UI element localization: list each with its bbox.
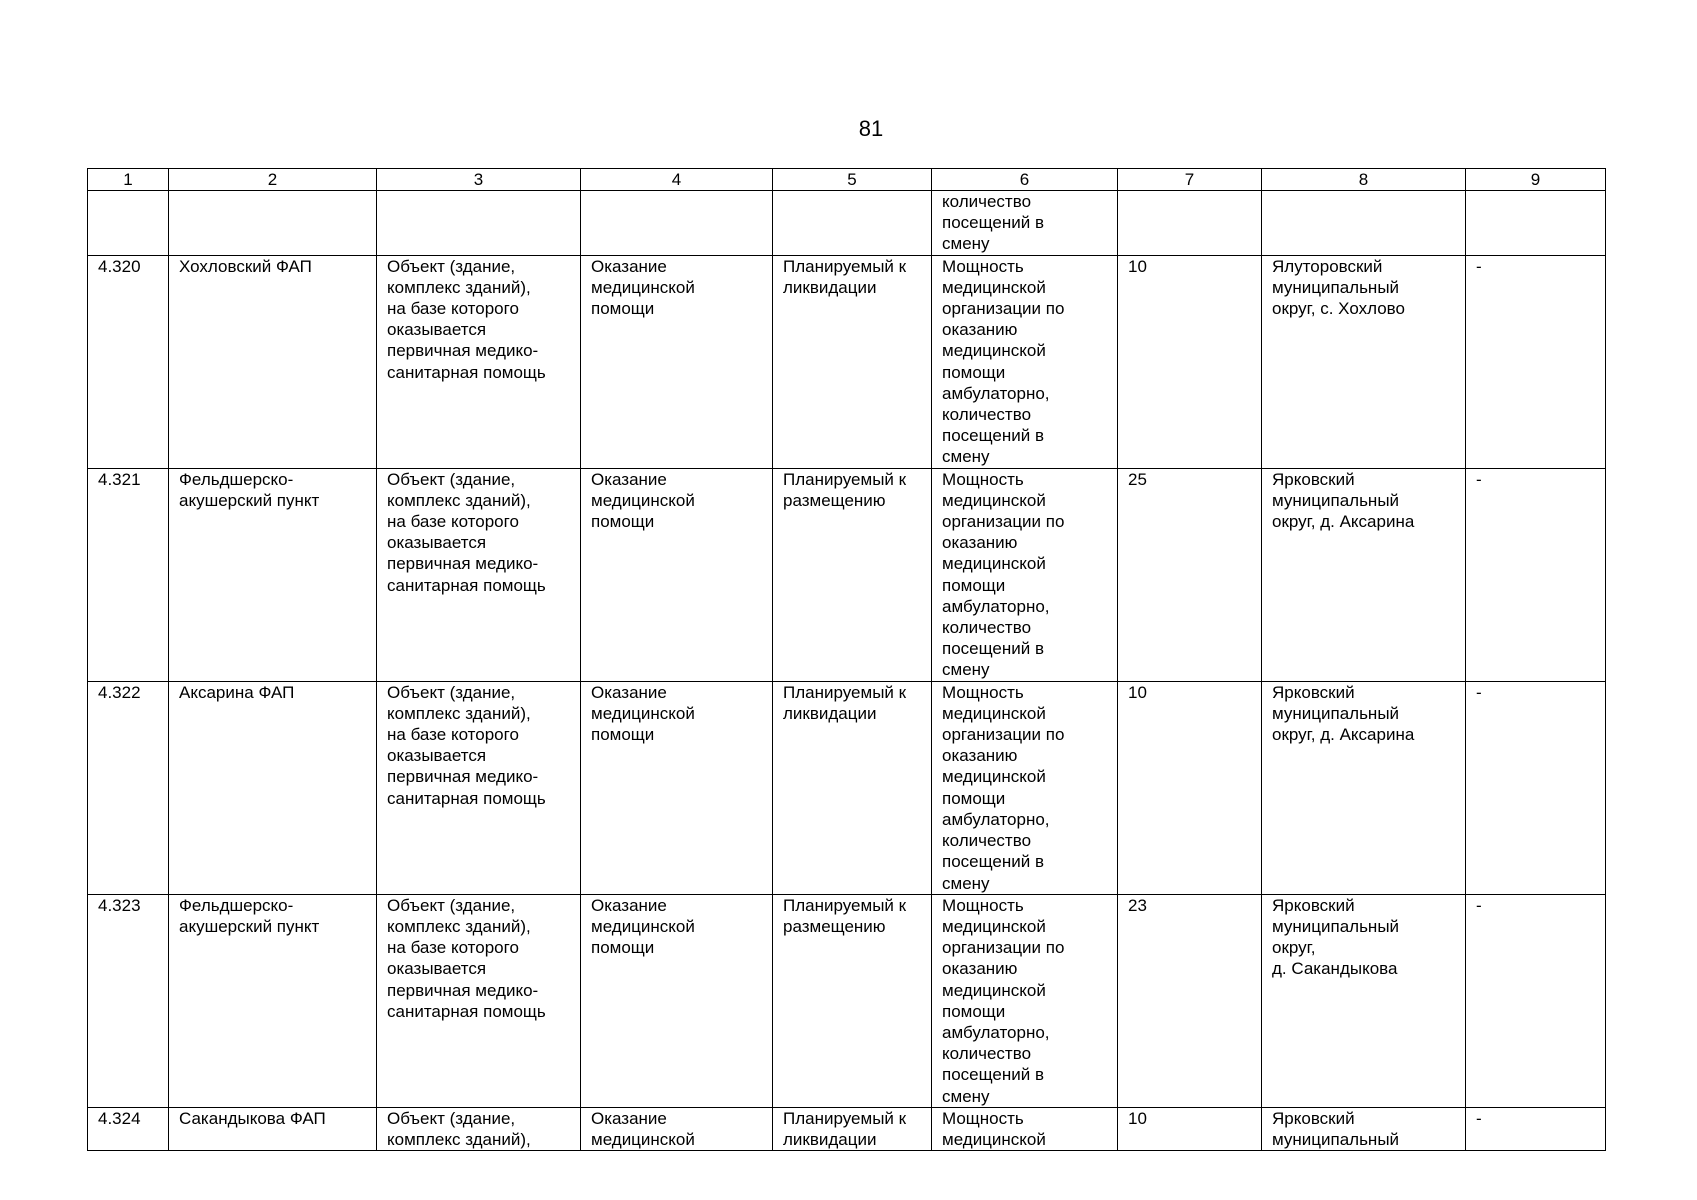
cell-note: - — [1466, 681, 1606, 894]
cell-line: округ, д. Аксарина — [1272, 512, 1415, 532]
cell-line: Ярковский — [1272, 682, 1355, 702]
cell-status — [773, 255, 932, 468]
cell-line: помощи — [942, 1001, 1006, 1021]
cell-line: Мощность — [942, 895, 1024, 915]
cell-line: Фельдшерско- — [179, 469, 294, 489]
cell-line: Мощность — [942, 256, 1024, 276]
cell-line: помощи — [591, 725, 655, 745]
table-row — [88, 255, 1606, 468]
cell-line: количество — [942, 1044, 1032, 1064]
column-header-1: 1 — [88, 169, 169, 191]
cell-line: смену — [942, 447, 990, 467]
cell-line: комплекс зданий), — [387, 703, 531, 723]
cell-line: медицинской — [942, 554, 1046, 574]
cell-purpose — [581, 468, 773, 681]
cell-line: округ, — [1272, 938, 1316, 958]
cell-line: первичная медико- — [387, 980, 539, 1000]
cell-purpose — [581, 1107, 773, 1150]
cell-line: количество — [942, 192, 1032, 211]
cell-line: размещению — [783, 916, 886, 936]
cell-line: медицинской — [942, 916, 1046, 936]
cell-line: оказывается — [387, 959, 487, 979]
cell-location — [1262, 681, 1466, 894]
cell-line: медицинской — [942, 490, 1046, 510]
cell-line: помощи — [942, 788, 1006, 808]
cell-line: ликвидации — [783, 1129, 877, 1149]
cell-line: медицинской — [942, 341, 1046, 361]
cell-note: - — [1466, 468, 1606, 681]
cell-capacity — [932, 681, 1118, 894]
cell-number: 4.324 — [88, 1107, 169, 1150]
cell-name — [169, 681, 377, 894]
cell-line: Объект (здание, — [387, 469, 516, 489]
cell-line: помощи — [942, 362, 1006, 382]
cell-value: 25 — [1118, 468, 1262, 681]
cell-number: 4.320 — [88, 255, 169, 468]
table-row — [88, 894, 1606, 1107]
cell-line: Ярковский — [1272, 1108, 1355, 1128]
cell-line: организации по — [942, 299, 1065, 319]
cell-line: Ярковский — [1272, 895, 1355, 915]
cell-line: смену — [942, 234, 990, 254]
column-header-2: 2 — [169, 169, 377, 191]
cell-line: оказанию — [942, 533, 1018, 553]
cell-location — [1262, 1107, 1466, 1150]
cell-line: Объект (здание, — [387, 895, 516, 915]
cell-line: смену — [942, 873, 990, 893]
cell-note: - — [1466, 894, 1606, 1107]
cell-line: оказанию — [942, 746, 1018, 766]
cell-line: оказывается — [387, 320, 487, 340]
header-row — [88, 169, 1606, 191]
cell-line: первичная медико- — [387, 767, 539, 787]
cell — [1466, 191, 1606, 256]
cell-line: медицинской — [942, 980, 1046, 1000]
column-header-3: 3 — [377, 169, 581, 191]
cell-line: комплекс зданий), — [387, 916, 531, 936]
cell-line: помощи — [591, 512, 655, 532]
cell — [88, 191, 169, 256]
cell-line: комплекс зданий), — [387, 1129, 531, 1149]
cell-object-type — [377, 1107, 581, 1150]
cell-line: посещений в — [942, 213, 1044, 233]
cell-line: муниципальный — [1272, 703, 1400, 723]
cell-status — [773, 468, 932, 681]
cell-line: организации по — [942, 512, 1065, 532]
cell-line: на базе которого — [387, 725, 519, 745]
table-row-continuation — [88, 191, 1606, 256]
cell — [1118, 191, 1262, 256]
cell-line: Сакандыкова ФАП — [179, 1108, 326, 1128]
cell — [169, 191, 377, 256]
column-header-8: 8 — [1262, 169, 1466, 191]
cell-line: округ, с. Хохлово — [1272, 299, 1405, 319]
cell-line: медицинской — [591, 490, 695, 510]
cell-line: помощи — [591, 299, 655, 319]
cell-line: амбулаторно, — [942, 383, 1050, 403]
cell-line: ликвидации — [783, 703, 877, 723]
cell-line: медицинской — [591, 277, 695, 297]
cell-note: - — [1466, 255, 1606, 468]
page-number: 81 — [858, 116, 884, 141]
cell-line: на базе которого — [387, 512, 519, 532]
cell-line: оказывается — [387, 746, 487, 766]
cell-capacity — [932, 894, 1118, 1107]
cell-status — [773, 894, 932, 1107]
column-header-6: 6 — [932, 169, 1118, 191]
cell-location — [1262, 468, 1466, 681]
cell-line: Фельдшерско- — [179, 895, 294, 915]
cell-line: муниципальный — [1272, 490, 1400, 510]
cell-line: Оказание — [591, 682, 667, 702]
cell-line: оказанию — [942, 320, 1018, 340]
cell-capacity — [932, 1107, 1118, 1150]
cell-line: медицинской — [942, 703, 1046, 723]
cell-object-type — [377, 894, 581, 1107]
cell-line: Мощность — [942, 469, 1024, 489]
cell-line: комплекс зданий), — [387, 490, 531, 510]
cell-location — [1262, 894, 1466, 1107]
cell-line: комплекс зданий), — [387, 277, 531, 297]
cell-number: 4.322 — [88, 681, 169, 894]
cell-purpose — [581, 894, 773, 1107]
cell-object-type — [377, 681, 581, 894]
cell-line: амбулаторно, — [942, 596, 1050, 616]
cell-capacity — [932, 191, 1118, 256]
cell-line: Объект (здание, — [387, 1108, 516, 1128]
cell-line: помощи — [591, 938, 655, 958]
cell-value: 10 — [1118, 681, 1262, 894]
cell-line: амбулаторно, — [942, 1022, 1050, 1042]
cell-line: смену — [942, 1086, 990, 1106]
cell-line: посещений в — [942, 1065, 1044, 1085]
cell-line: ликвидации — [783, 277, 877, 297]
cell-object-type — [377, 255, 581, 468]
cell-line: санитарная помощь — [387, 1001, 546, 1021]
cell-line: амбулаторно, — [942, 809, 1050, 829]
cell-location — [1262, 255, 1466, 468]
cell-line: медицинской — [942, 277, 1046, 297]
cell-line: на базе которого — [387, 299, 519, 319]
cell-line: Планируемый к — [783, 895, 907, 915]
cell-line: санитарная помощь — [387, 575, 546, 595]
column-header-7: 7 — [1118, 169, 1262, 191]
cell-line: оказанию — [942, 959, 1018, 979]
cell-line: акушерский пункт — [179, 916, 320, 936]
cell-line: Оказание — [591, 256, 667, 276]
column-header-9: 9 — [1466, 169, 1606, 191]
column-header-5: 5 — [773, 169, 932, 191]
cell-line: муниципальный — [1272, 916, 1400, 936]
cell-line: медицинской — [591, 1129, 695, 1149]
cell-line: Оказание — [591, 895, 667, 915]
cell-line: посещений в — [942, 426, 1044, 446]
cell-line: количество — [942, 618, 1032, 638]
cell-status — [773, 1107, 932, 1150]
cell-line: медицинской — [942, 1129, 1046, 1149]
column-header-4: 4 — [581, 169, 773, 191]
cell-line: Планируемый к — [783, 682, 907, 702]
table-row — [88, 681, 1606, 894]
cell-name — [169, 468, 377, 681]
cell — [377, 191, 581, 256]
cell-capacity — [932, 255, 1118, 468]
cell-line: Объект (здание, — [387, 682, 516, 702]
cell-line: медицинской — [942, 767, 1046, 787]
cell-line: первичная медико- — [387, 554, 539, 574]
cell-line: организации по — [942, 725, 1065, 745]
cell-note: - — [1466, 1107, 1606, 1150]
cell-line: Ялуторовский — [1272, 256, 1383, 276]
cell-number: 4.321 — [88, 468, 169, 681]
cell-line: Хохловский ФАП — [179, 256, 312, 276]
cell-name — [169, 894, 377, 1107]
cell-object-type — [377, 468, 581, 681]
cell-line: оказывается — [387, 533, 487, 553]
planning-table — [87, 168, 1606, 1151]
cell-number: 4.323 — [88, 894, 169, 1107]
cell-line: д. Сакандыкова — [1272, 959, 1398, 979]
cell-name — [169, 255, 377, 468]
table-row — [88, 1107, 1606, 1150]
cell-name — [169, 1107, 377, 1150]
cell-line: муниципальный — [1272, 277, 1400, 297]
cell-value: 10 — [1118, 1107, 1262, 1150]
cell-purpose — [581, 681, 773, 894]
cell-line: первичная медико- — [387, 341, 539, 361]
table-row — [88, 468, 1606, 681]
cell-line: Ярковский — [1272, 469, 1355, 489]
cell-line: Оказание — [591, 469, 667, 489]
cell-line: медицинской — [591, 703, 695, 723]
cell-line: Аксарина ФАП — [179, 682, 295, 702]
cell-line: Мощность — [942, 682, 1024, 702]
cell-line: на базе которого — [387, 938, 519, 958]
cell-line: помощи — [942, 575, 1006, 595]
cell-line: Планируемый к — [783, 1108, 907, 1128]
cell — [773, 191, 932, 256]
cell-value: 10 — [1118, 255, 1262, 468]
cell-line: санитарная помощь — [387, 362, 546, 382]
cell — [1262, 191, 1466, 256]
cell — [581, 191, 773, 256]
cell-status — [773, 681, 932, 894]
cell-purpose — [581, 255, 773, 468]
cell-value: 23 — [1118, 894, 1262, 1107]
cell-line: количество — [942, 831, 1032, 851]
cell-line: санитарная помощь — [387, 788, 546, 808]
cell-capacity — [932, 468, 1118, 681]
cell-line: Планируемый к — [783, 256, 907, 276]
cell-line: посещений в — [942, 852, 1044, 872]
cell-line: организации по — [942, 938, 1065, 958]
cell-line: Оказание — [591, 1108, 667, 1128]
cell-line: округ, д. Аксарина — [1272, 725, 1415, 745]
cell-line: акушерский пункт — [179, 490, 320, 510]
cell-line: посещений в — [942, 639, 1044, 659]
cell-line: муниципальный — [1272, 1129, 1400, 1149]
cell-line: медицинской — [591, 916, 695, 936]
cell-line: Объект (здание, — [387, 256, 516, 276]
cell-line: Планируемый к — [783, 469, 907, 489]
cell-line: размещению — [783, 490, 886, 510]
cell-line: смену — [942, 660, 990, 680]
cell-line: количество — [942, 405, 1032, 425]
cell-line: Мощность — [942, 1108, 1024, 1128]
